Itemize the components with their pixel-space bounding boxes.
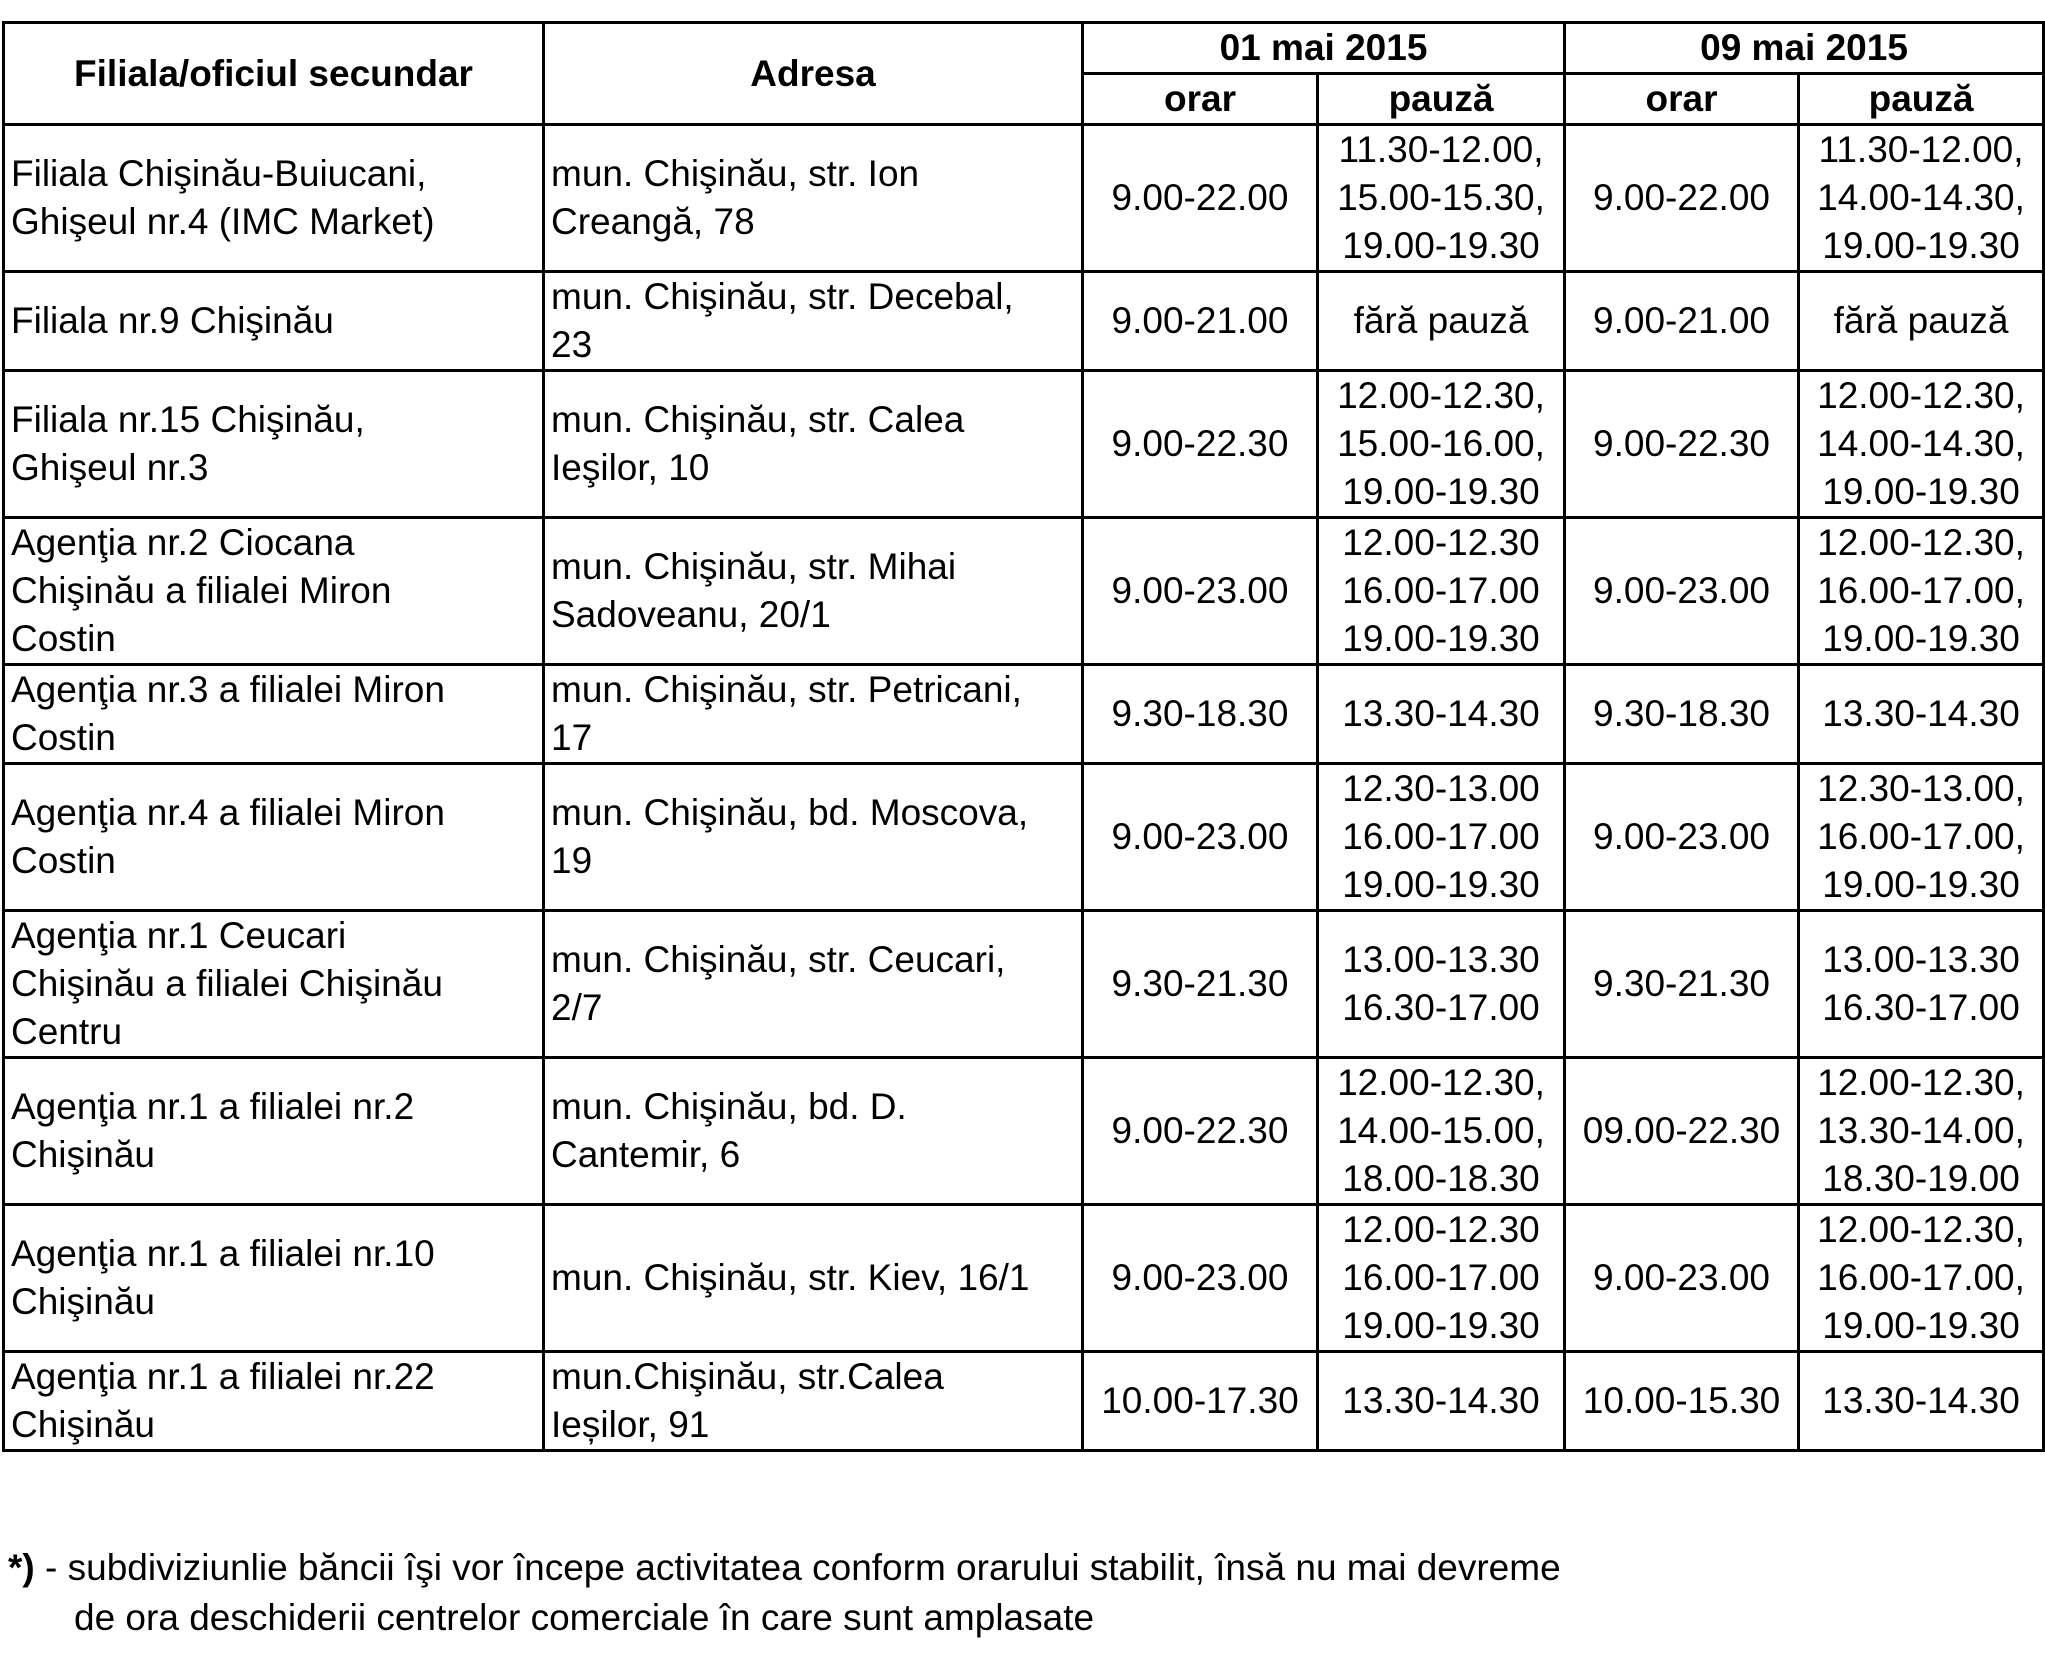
header-orar-2: orar — [1565, 74, 1799, 125]
table-row — [4, 1352, 2044, 1451]
branch-cell: Filiala nr.9 Chişinău — [4, 272, 544, 371]
table-row — [4, 1058, 2044, 1205]
orar-cell: 9.00-21.00 — [1083, 272, 1318, 371]
orar-cell: 9.00-23.00 — [1565, 518, 1799, 665]
orar-cell: 10.00-17.30 — [1083, 1352, 1318, 1451]
schedule-table — [2, 21, 2045, 1452]
orar-cell: 9.30-18.30 — [1083, 665, 1318, 764]
pauza-cell: 12.00-12.30 16.00-17.00 19.00-19.30 — [1318, 518, 1565, 665]
footnote — [8, 1543, 1561, 1643]
header-date-1: 01 mai 2015 — [1083, 23, 1565, 74]
branch-cell: Agenţia nr.1 a filialei nr.10 Chişinău — [4, 1205, 544, 1352]
branch-cell: Agenţia nr.3 a filialei Miron Costin — [4, 665, 544, 764]
pauza-cell: 12.00-12.30 16.00-17.00 19.00-19.30 — [1318, 1205, 1565, 1352]
branch-cell: Agenţia nr.4 a filialei Miron Costin — [4, 764, 544, 911]
pauza-cell: 13.30-14.30 — [1799, 1352, 2044, 1451]
pauza-cell: 13.30-14.30 — [1318, 1352, 1565, 1451]
table-body — [4, 125, 2044, 1451]
header-pauza-2: pauză — [1799, 74, 2044, 125]
address-cell: mun. Chişinău, str. Ion Creangă, 78 — [544, 125, 1083, 272]
orar-cell: 9.00-23.00 — [1565, 764, 1799, 911]
address-cell: mun. Chişinău, bd. D. Cantemir, 6 — [544, 1058, 1083, 1205]
header-orar-1: orar — [1083, 74, 1318, 125]
table-row — [4, 665, 2044, 764]
table-row — [4, 764, 2044, 911]
header-pauza-1: pauză — [1318, 74, 1565, 125]
address-cell: mun. Chişinău, str. Petricani, 17 — [544, 665, 1083, 764]
table-row — [4, 371, 2044, 518]
address-cell: mun.Chişinău, str.Calea Ieșilor, 91 — [544, 1352, 1083, 1451]
pauza-cell: fără pauză — [1799, 272, 2044, 371]
orar-cell: 9.00-22.30 — [1565, 371, 1799, 518]
orar-cell: 9.00-23.00 — [1083, 518, 1318, 665]
orar-cell: 9.00-22.30 — [1083, 371, 1318, 518]
table-row — [4, 125, 2044, 272]
branch-cell: Filiala Chişinău-Buiucani, Ghişeul nr.4 (IMC Market) — [4, 125, 544, 272]
branch-cell: Agenţia nr.1 a filialei nr.22 Chişinău — [4, 1352, 544, 1451]
orar-cell: 9.00-22.00 — [1565, 125, 1799, 272]
orar-cell: 9.30-18.30 — [1565, 665, 1799, 764]
table-row — [4, 1205, 2044, 1352]
pauza-cell: 11.30-12.00, 15.00-15.30, 19.00-19.30 — [1318, 125, 1565, 272]
orar-cell: 09.00-22.30 — [1565, 1058, 1799, 1205]
address-cell: mun. Chişinău, bd. Moscova, 19 — [544, 764, 1083, 911]
branch-cell: Agenţia nr.2 Ciocana Chişinău a filialei Miron Costin — [4, 518, 544, 665]
orar-cell: 9.30-21.30 — [1565, 911, 1799, 1058]
pauza-cell: 12.00-12.30, 15.00-16.00, 19.00-19.30 — [1318, 371, 1565, 518]
header-branch: Filiala/oficiul secundar — [4, 23, 544, 125]
orar-cell: 9.30-21.30 — [1083, 911, 1318, 1058]
footnote-text-1: - subdiviziunlie băncii îşi vor începe activitatea conform orarului stabilit, însă nu mai devreme — [34, 1547, 1561, 1588]
orar-cell: 9.00-23.00 — [1565, 1205, 1799, 1352]
orar-cell: 9.00-22.30 — [1083, 1058, 1318, 1205]
footnote-line-2: de ora deschiderii centrelor comerciale în care sunt amplasate — [74, 1597, 1095, 1638]
table-row — [4, 272, 2044, 371]
pauza-cell: 12.30-13.00 16.00-17.00 19.00-19.30 — [1318, 764, 1565, 911]
pauza-cell: 13.30-14.30 — [1318, 665, 1565, 764]
orar-cell: 9.00-23.00 — [1083, 764, 1318, 911]
footnote-line-1 — [8, 1543, 1561, 1593]
pauza-cell: 13.00-13.30 16.30-17.00 — [1318, 911, 1565, 1058]
address-cell: mun. Chişinău, str. Kiev, 16/1 — [544, 1205, 1083, 1352]
pauza-cell: 12.00-12.30, 14.00-15.00, 18.00-18.30 — [1318, 1058, 1565, 1205]
branch-cell: Agenţia nr.1 Ceucari Chişinău a filialei Chişinău Centru — [4, 911, 544, 1058]
pauza-cell: 13.30-14.30 — [1799, 665, 2044, 764]
address-cell: mun. Chişinău, str. Decebal, 23 — [544, 272, 1083, 371]
orar-cell: 9.00-21.00 — [1565, 272, 1799, 371]
header-date-2: 09 mai 2015 — [1565, 23, 2044, 74]
table-header — [4, 23, 2044, 125]
table-row — [4, 911, 2044, 1058]
table-row — [4, 518, 2044, 665]
header-address: Adresa — [544, 23, 1083, 125]
address-cell: mun. Chişinău, str. Ceucari, 2/7 — [544, 911, 1083, 1058]
orar-cell: 10.00-15.30 — [1565, 1352, 1799, 1451]
pauza-cell: fără pauză — [1318, 272, 1565, 371]
orar-cell: 9.00-23.00 — [1083, 1205, 1318, 1352]
branch-cell: Agenţia nr.1 a filialei nr.2 Chişinău — [4, 1058, 544, 1205]
pauza-cell: 12.00-12.30, 16.00-17.00, 19.00-19.30 — [1799, 1205, 2044, 1352]
address-cell: mun. Chişinău, str. Calea Ieşilor, 10 — [544, 371, 1083, 518]
footnote-mark: *) — [8, 1547, 35, 1588]
pauza-cell: 12.00-12.30, 13.30-14.00, 18.30-19.00 — [1799, 1058, 2044, 1205]
pauza-cell: 13.00-13.30 16.30-17.00 — [1799, 911, 2044, 1058]
orar-cell: 9.00-22.00 — [1083, 125, 1318, 272]
pauza-cell: 12.00-12.30, 14.00-14.30, 19.00-19.30 — [1799, 371, 2044, 518]
pauza-cell: 12.00-12.30, 16.00-17.00, 19.00-19.30 — [1799, 518, 2044, 665]
pauza-cell: 11.30-12.00, 14.00-14.30, 19.00-19.30 — [1799, 125, 2044, 272]
branch-cell: Filiala nr.15 Chişinău, Ghişeul nr.3 — [4, 371, 544, 518]
pauza-cell: 12.30-13.00, 16.00-17.00, 19.00-19.30 — [1799, 764, 2044, 911]
address-cell: mun. Chişinău, str. Mihai Sadoveanu, 20/1 — [544, 518, 1083, 665]
